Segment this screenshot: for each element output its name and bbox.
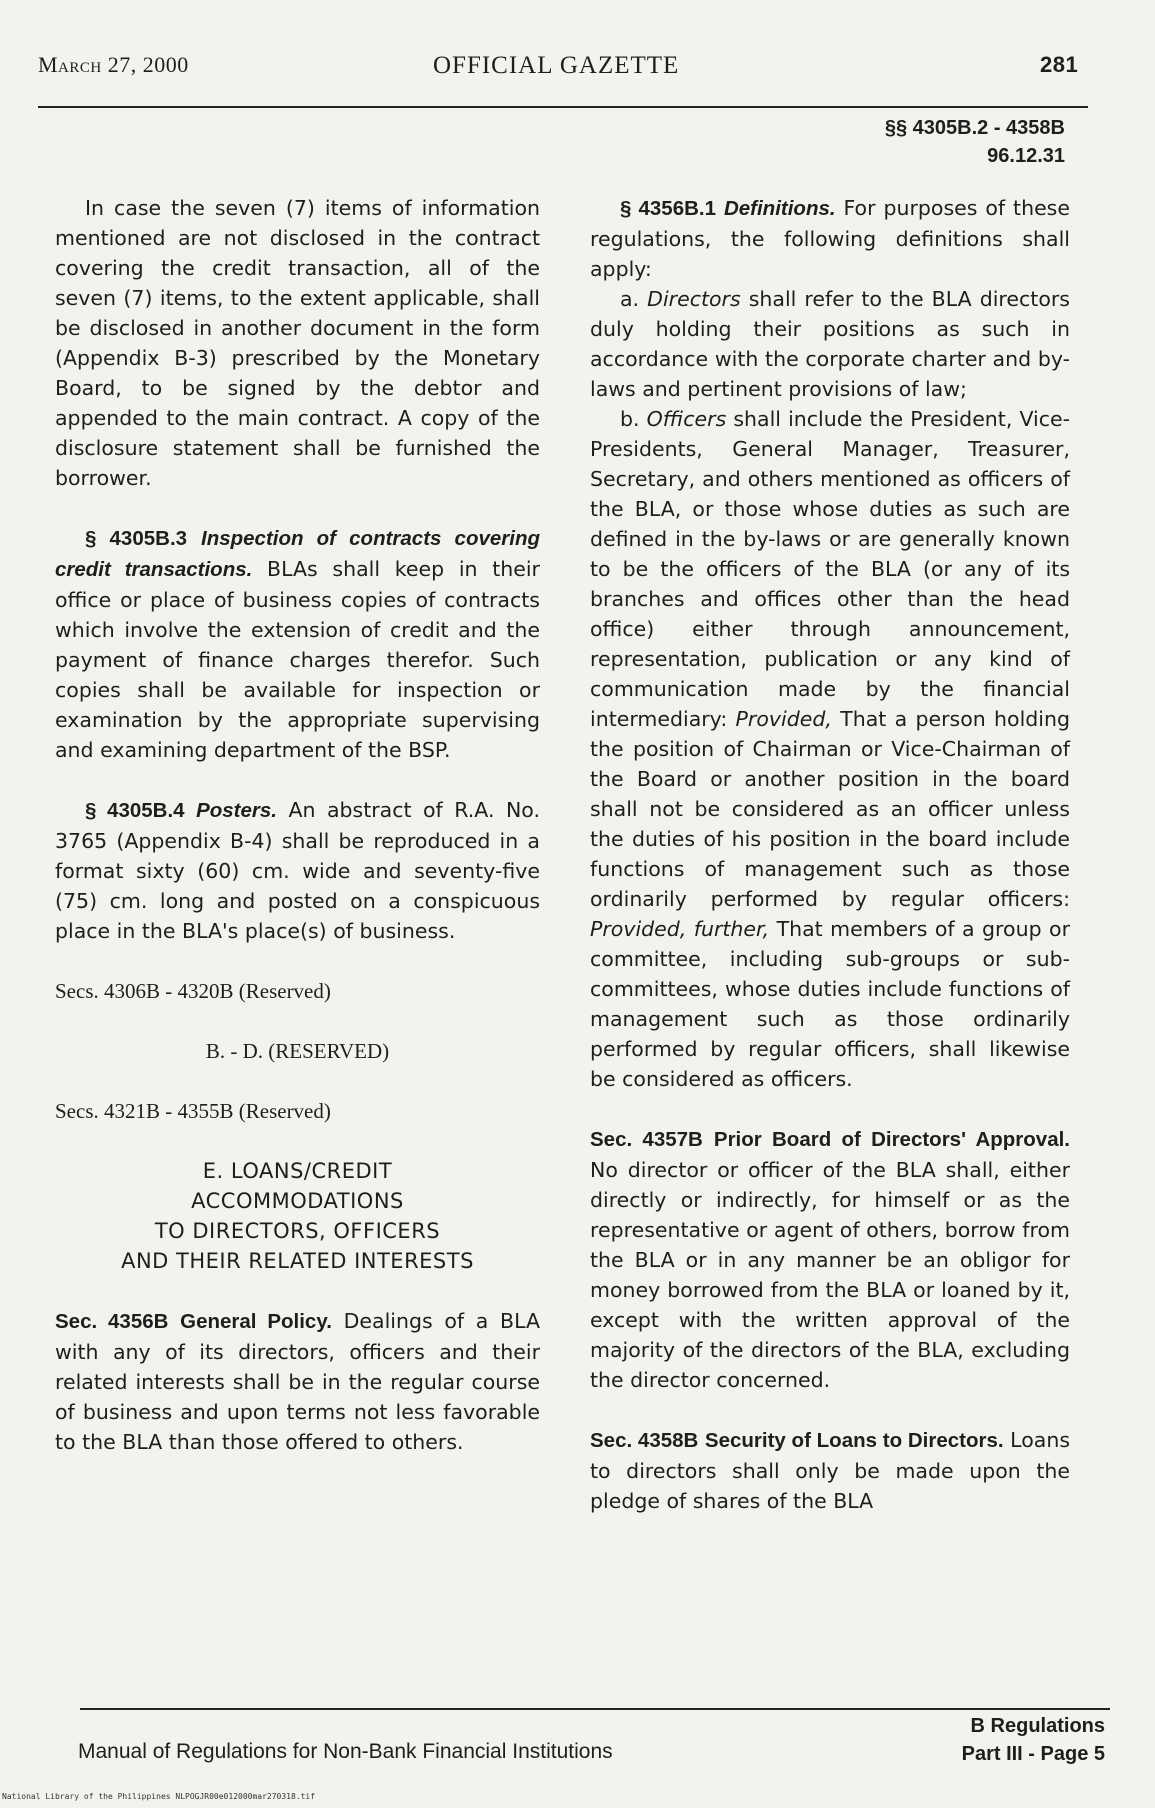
proviso: Provided, further,: [590, 917, 770, 941]
section-title: Prior Board of Directors' Approval.: [713, 1128, 1070, 1151]
header-rule: [38, 106, 1088, 108]
section-number: § 4305B.4: [85, 799, 185, 822]
section-number: § 4305B.3: [85, 527, 188, 550]
section-body: Dealings of a BLA with any of its directors, officers and their related interests shall be in the regular course of business and upon terms not less favorable to the BLA than those offered to others.: [55, 1309, 540, 1454]
definition-label: a.: [620, 287, 640, 311]
section-number: Sec. 4356B: [55, 1310, 169, 1333]
section-4358b: [590, 1425, 1070, 1516]
definition-term: Directors: [647, 287, 741, 311]
header-page-number: 281: [1040, 52, 1079, 77]
footer-rule: [80, 1708, 1110, 1710]
section-4305b4: [55, 795, 540, 946]
section-number: Sec. 4357B: [590, 1128, 703, 1151]
scan-stamp: National Library of the Philippines NLPOGJR00e012000mar270318.tif: [2, 1792, 316, 1801]
proviso: Provided,: [735, 707, 832, 731]
section-number: § 4356B.1: [620, 197, 717, 220]
definition-body: shall refer to the BLA directors duly holding their positions as such in accordance with the corporate charter and by-laws and pertinent provisions of law;: [590, 287, 1070, 401]
definition-body: That a person holding the position of Chairman or Vice-Chairman of the Board or another position in the board shall not be considered as an officer unless the duties of his position in the board include functions of management such as those ordinarily performed by regular officers:: [590, 707, 1070, 911]
heading-line: AND THEIR RELATED INTERESTS: [121, 1249, 474, 1273]
section-range-date-code: 96.12.31: [987, 145, 1065, 167]
section-body: For purposes of these regulations, the following definitions shall apply:: [590, 196, 1070, 281]
section-body: BLAs shall keep in their office or place of business copies of contracts which involve the extension of credit and the payment of finance charges therefor. Such copies shall be available for inspection or examination by the appropriate supervising and examining department of the BSP.: [55, 557, 540, 762]
reserved-sections-1: Secs. 4306B - 4320B (Reserved): [55, 979, 331, 1003]
section-4356b: [55, 1306, 540, 1457]
heading-line: TO DIRECTORS, OFFICERS: [154, 1219, 441, 1243]
section-title: General Policy.: [180, 1310, 332, 1333]
section-4305b3: [55, 523, 540, 765]
definition-b: [590, 404, 1070, 1094]
definition-body: That members of a group or committee, including sub-groups or sub-committees, whose duties include functions of management such as those ordinarily performed by regular officers, shall likewise be considered as officers.: [590, 917, 1070, 1091]
section-4357b: [590, 1124, 1070, 1395]
definition-term: Officers: [646, 407, 727, 431]
section-title: Definitions.: [723, 197, 836, 220]
left-column: [55, 193, 540, 1487]
reserved-sections-2: Secs. 4321B - 4355B (Reserved): [55, 1099, 331, 1123]
header-date: March 27, 2000: [38, 52, 189, 77]
section-4356b1: [590, 193, 1070, 284]
section-range: [885, 114, 1065, 170]
section-number: Sec. 4358B: [590, 1429, 699, 1452]
section-title: Inspection of contracts covering credit transactions.: [55, 527, 540, 581]
section-body: No director or officer of the BLA shall, either directly or indirectly, for himself or as the representative or agent of others, borrow from the BLA or in any manner be an obligor for money borrowed from the BLA or loaned by it, except with the written approval of the majority of the directors of the BLA, excluding the director concerned.: [590, 1158, 1070, 1392]
footer-manual-title: Manual of Regulations for Non-Bank Financial Institutions: [78, 1740, 613, 1763]
part-e-heading: [55, 1156, 540, 1276]
heading-line: E. LOANS/CREDIT: [202, 1159, 393, 1183]
right-column: [590, 193, 1070, 1546]
definition-a: [590, 284, 1070, 404]
section-title: Security of Loans to Directors.: [704, 1429, 1004, 1452]
reserved-heading: B. - D. (RESERVED): [205, 1039, 390, 1063]
heading-line: ACCOMMODATIONS: [191, 1189, 404, 1213]
section-range-sections: §§ 4305B.2 - 4358B: [884, 117, 1065, 139]
footer-part-label: B Regulations: [970, 1715, 1105, 1737]
disclosure-paragraph: In case the seven (7) items of information mentioned are not disclosed in the contract covering the credit transaction, all of the seven (7) items, to the extent applicable, shall be disclosed in another document in the form (Appendix B-3) prescribed by the Monetary Board, to be signed by the debtor and appended to the main contract. A copy of the disclosure statement shall be furnished the borrower.: [55, 196, 540, 490]
definition-label: b.: [620, 407, 640, 431]
section-body: Loans to directors shall only be made upon the pledge of shares of the BLA: [590, 1428, 1070, 1513]
definition-body: shall include the President, Vice-Presidents, General Manager, Treasurer, Secretary, and others mentioned as officers of the BLA, or those whose duties as such are defined in the by-laws or are generally known to be the officers of the BLA (or any of its branches and offices other than the head office) either through announcement, representation, publication or any kind of communication made by the financial intermediary:: [590, 407, 1070, 731]
section-title: Posters.: [196, 799, 277, 822]
header-title: OFFICIAL GAZETTE: [433, 52, 680, 79]
footer-part: [962, 1712, 1105, 1768]
section-body: An abstract of R.A. No. 3765 (Appendix B-4) shall be reproduced in a format sixty (60) cm. wide and seventy-five (75) cm. long and posted on a conspicuous place in the BLA's place(s) of business.: [55, 798, 540, 943]
footer-page-label: Part III - Page 5: [961, 1743, 1105, 1765]
